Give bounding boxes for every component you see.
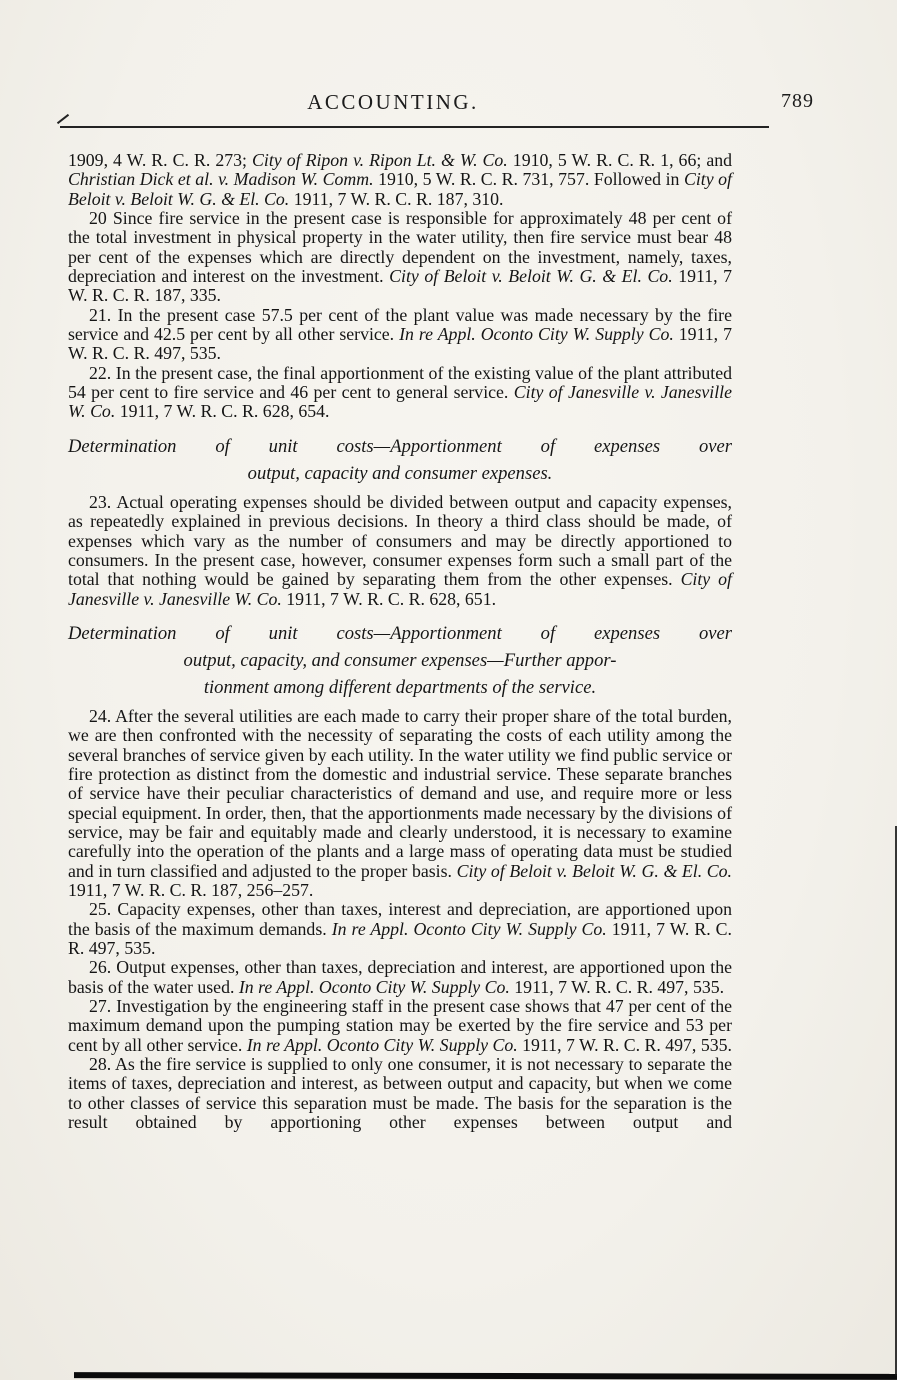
citation-text: In re Appl. Oconto City W. Supply Co. (331, 918, 607, 939)
paragraph (68, 707, 732, 900)
body-text: 1909, 4 W. R. C. R. 273; (68, 150, 253, 170)
body-text: 1910, 5 W. R. C. R. 1, 66; and (507, 150, 733, 170)
page-title: ACCOUNTING. (307, 90, 479, 114)
body-text: 27. Investigation by the engineering staff in the present case shows that 47 per cent of the maximum demand upon the pumping station may be exerted by the fire service and 53 per cent by all other service. (68, 996, 732, 1055)
citation-text: City of Beloit v. Beloit W. G. & El. Co. (389, 266, 673, 287)
body-text: 24. After the several utilities are each made to carry their proper share of the total burden, we are then confronted with the necessity of separating the costs of each utility among the several branches of service given by each utility. In the water utility we find public service or fire protection as distinct from the domestic and industrial service. These separate branches of service have their peculiar characteristics of demand and use, and require more or less special equipment. In order, then, that the apportionments made necessary by the divisions of service, may be fair and equitably made and clearly understood, it is necessary to examine carefully into the operation of the plants and a large mass of operating data must be studied and in turn classified and adjusted to the proper basis. (68, 705, 732, 881)
citation-text: In re Appl. Oconto City W. Supply Co. (238, 976, 510, 997)
body-text: 1911, 7 W. R. C. R. 628, 654. (115, 401, 330, 422)
page-number: 789 (781, 90, 814, 112)
citation-text: City of Janesville v. Janesville W. Co. (68, 569, 732, 609)
body-text: 1911, 7 W. R. C. R. 497, 535. (509, 976, 725, 997)
body-text: 1911, 7 W. R. C. R. 497, 535. (517, 1034, 732, 1055)
paragraph (68, 306, 732, 364)
paragraph (68, 151, 732, 209)
citation-text: City of Beloit v. Beloit W. G. & El. Co. (68, 169, 732, 209)
paragraph (68, 997, 732, 1055)
body-text: 23. Actual operating expenses should be divided between output and capacity expenses, as repeatedly explained in previous decisions. In theory a third class should be made, of expenses which vary as the number of consumers and may be directly apportioned to consumers. In the present case, however, consumer expenses form such a small part of the total that nothing would be gained by separating them from the other expenses. (68, 491, 732, 590)
header-rule-hook (57, 114, 69, 124)
text-block (68, 151, 732, 1132)
body-text: 20 Since fire service in the present case is responsible for approximately 48 per cent of the total investment in physical property in the water utility, then fire service must bear 48 per cent of the expenses which are directly dependent on the investment, namely, taxes, depreciation and interest on the investment. (68, 208, 732, 287)
body-text: 1911, 7 W. R. C. R. 497, 535. (68, 918, 732, 958)
body-text: 22. In the present case, the final apportionment of the existing value of the plant attributed 54 per cent to fire service and 46 per cent to general service. (68, 362, 732, 403)
citation-text: Christian Dick et al. v. Madison W. Comm. (68, 169, 374, 190)
paragraph (68, 1055, 732, 1132)
paragraph (68, 900, 732, 958)
heading-line: tionment among different departments of the service. (203, 676, 597, 698)
body-text: 28. As the fire service is supplied to only one consumer, it is not necessary to separate the items of taxes, depreciation and interest, as between output and capacity, but when we come to other classes of service this separation must be made. The basis for the separation is the result obtained by apportioning other expenses between output and (68, 1054, 732, 1133)
heading-line: output, capacity, and consumer expenses—Further appor- (183, 649, 617, 671)
body-text: 21. In the present case 57.5 per cent of the plant value was made necessary by the fire service and 42.5 per cent by all other service. (68, 304, 732, 345)
body-text: 25. Capacity expenses, other than taxes, interest and depreciation, are apportioned upon the basis of the maximum demands. (68, 899, 732, 939)
citation-text: City of Ripon v. Ripon Lt. & W. Co. (252, 150, 508, 170)
body-text: 1911, 7 W. R. C. R. 187, 310. (289, 188, 504, 209)
body-text: 1911, 7 W. R. C. R. 497, 535. (68, 324, 732, 364)
paragraph (68, 958, 732, 997)
header-rule (60, 126, 769, 128)
citation-text: In re Appl. Oconto City W. Supply Co. (246, 1034, 518, 1055)
paragraph (68, 209, 732, 306)
body-text: 1911, 7 W. R. C. R. 187, 256–257. (68, 879, 314, 900)
paragraph (68, 364, 732, 422)
section-heading (68, 433, 732, 487)
heading-line: Determination of unit costs—Apportionment of expenses over (68, 622, 732, 644)
heading-line: output, capacity and consumer expenses. (247, 462, 553, 484)
paragraph (68, 493, 732, 609)
citation-text: City of Beloit v. Beloit W. G. & El. Co. (456, 860, 732, 881)
body-text: 1911, 7 W. R. C. R. 628, 651. (281, 588, 497, 609)
heading-line: Determination of unit costs—Apportionment of expenses over (68, 435, 732, 457)
body-text: 1911, 7 W. R. C. R. 187, 335. (68, 266, 732, 306)
citation-text: City of Janesville v. Janesville W. Co. (68, 382, 732, 422)
body-text: 1910, 5 W. R. C. R. 731, 757. Followed in (373, 169, 684, 190)
citation-text: In re Appl. Oconto City W. Supply Co. (399, 324, 674, 345)
section-heading (68, 620, 732, 701)
body-text: 26. Output expenses, other than taxes, depreciation and interest, are apportioned upon the basis of the water used. (68, 957, 732, 997)
scan-edge-bottom-artifact (74, 1372, 897, 1380)
